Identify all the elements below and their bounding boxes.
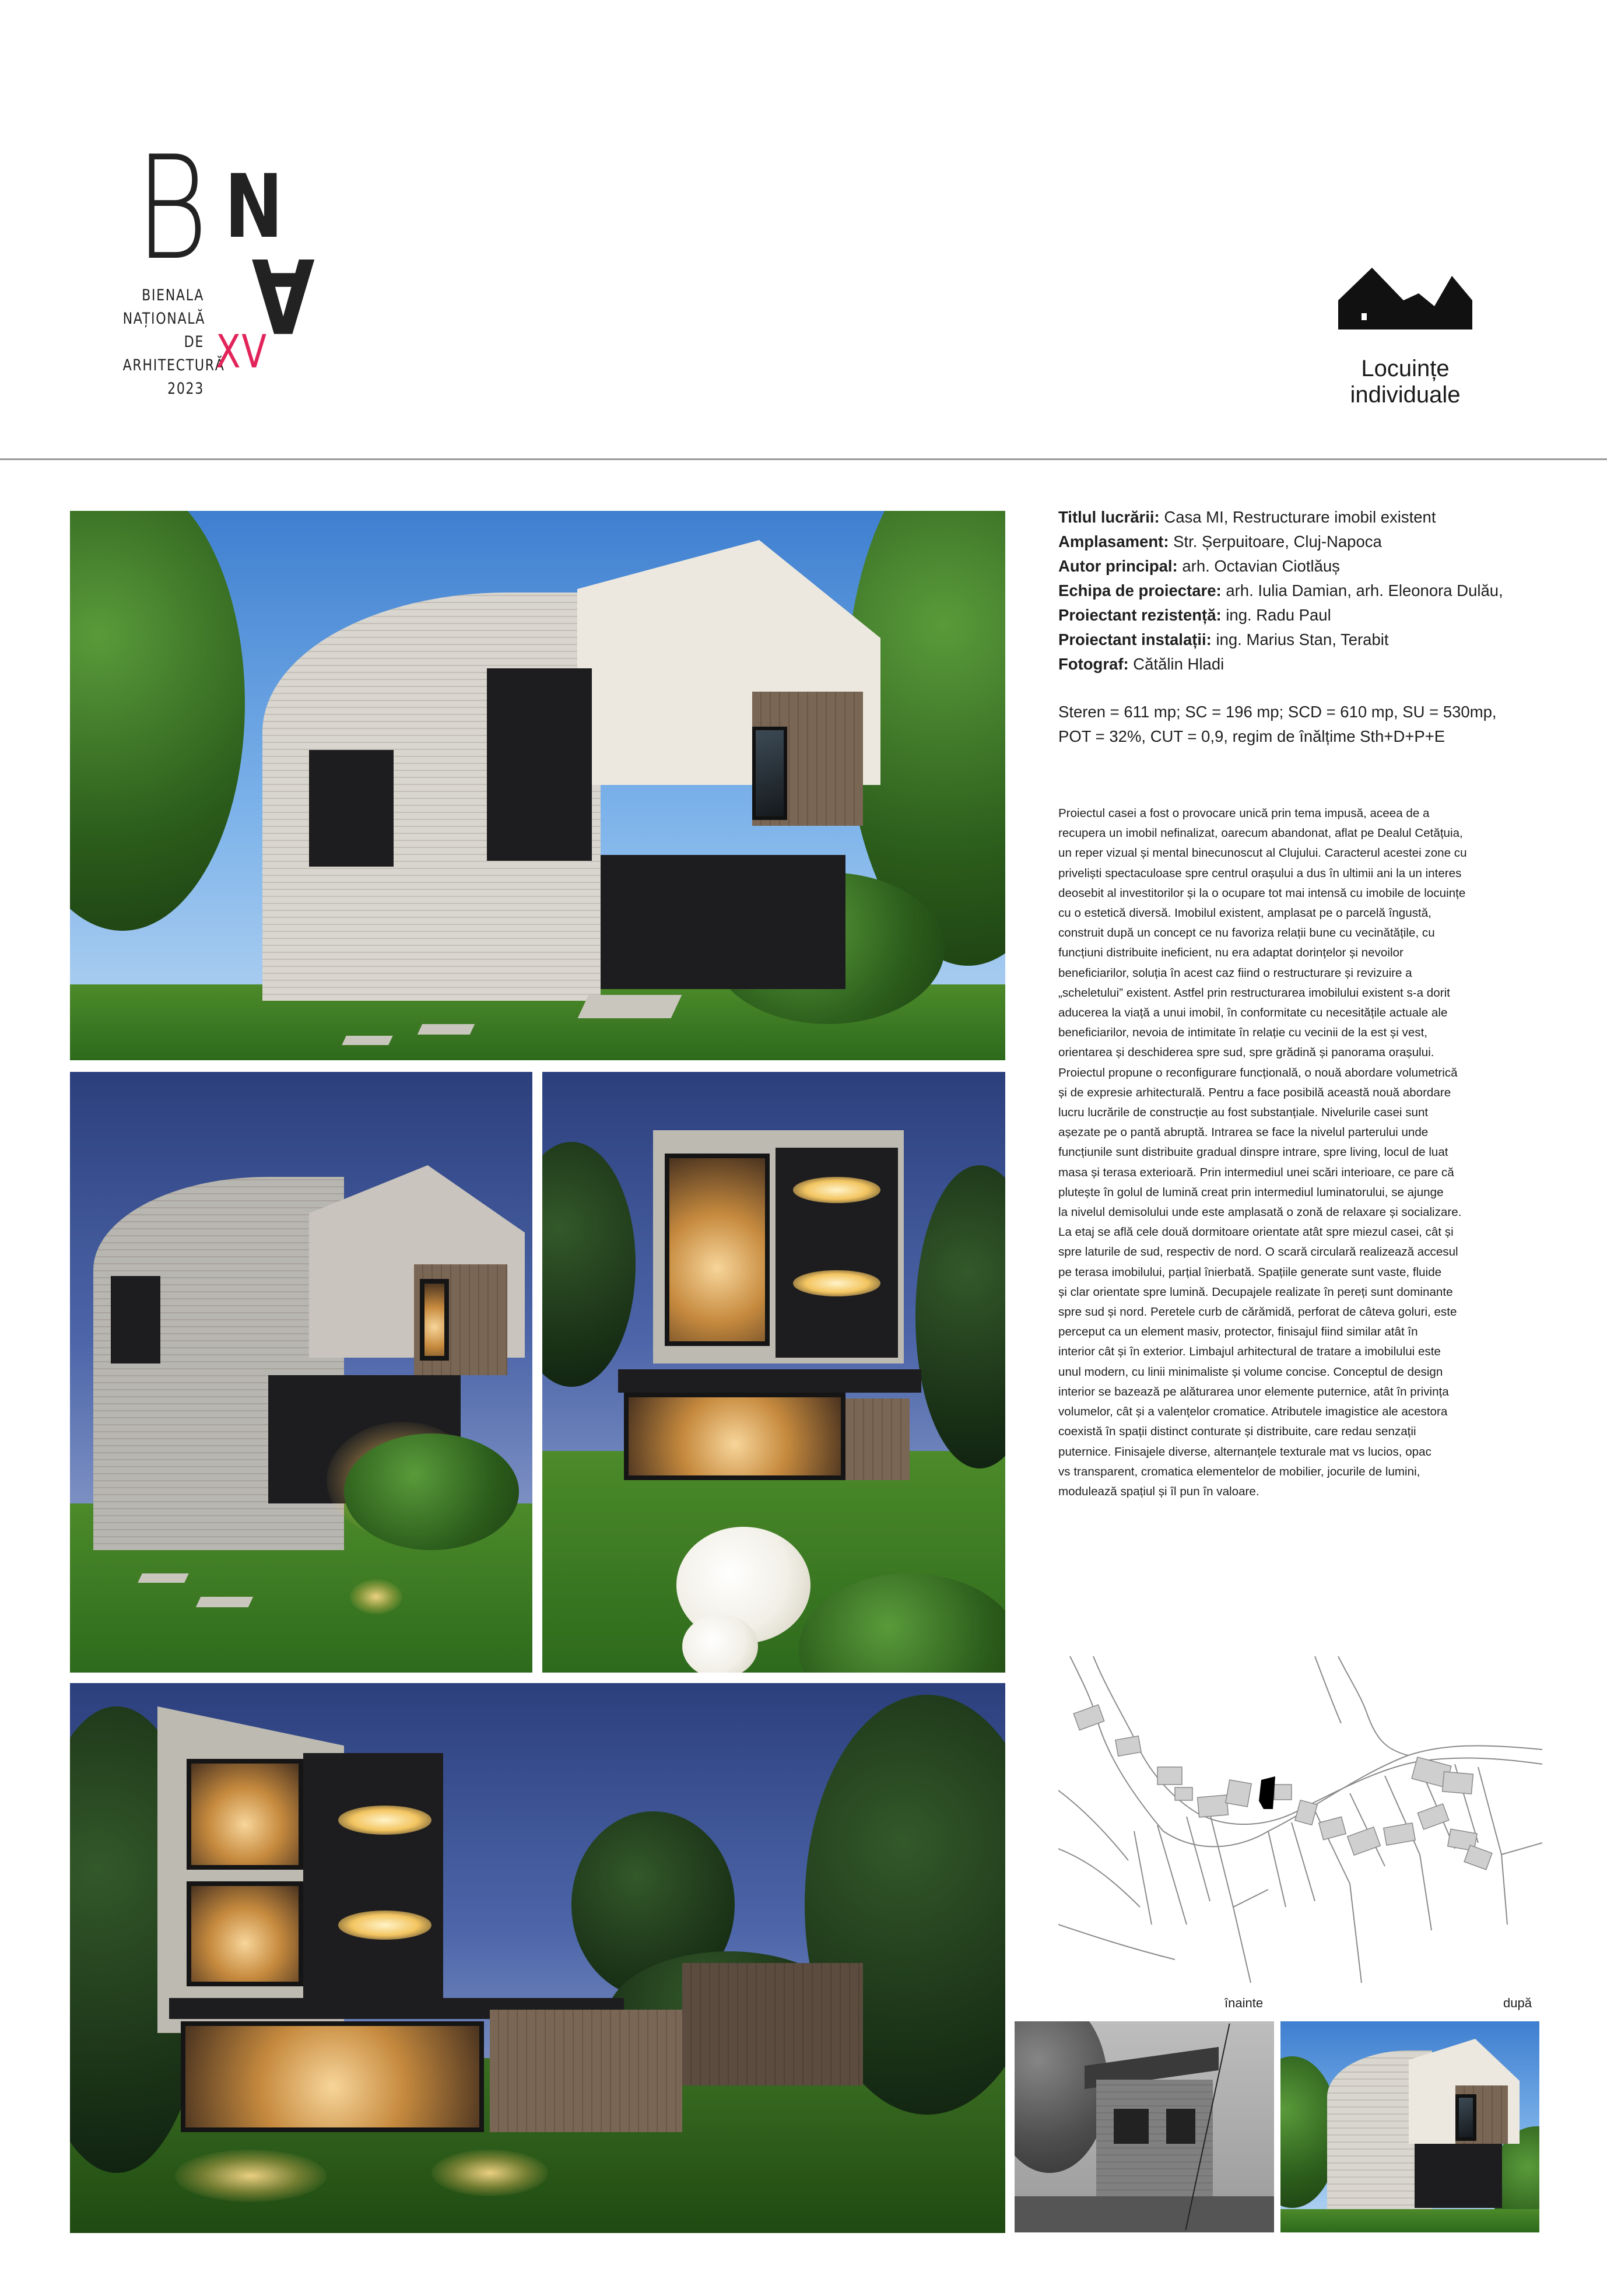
field-label: Echipa de proiectare: [1058,581,1222,600]
description-line: puternice. Finisajele diverse, alternanțele texturale mat vs lucios, opac [1058,1445,1431,1459]
stats-line: Steren = 611 mp; SC = 196 mp; SCD = 610 mp, SU = 530mp, [1058,703,1497,721]
field-label: Autor principal: [1058,557,1178,575]
project-field [1058,628,1554,652]
field-label: Fotograf: [1058,655,1129,673]
description-line: aducerea la viață a unui imobil, în conformitate cu necesitățile actuale ale [1058,1006,1448,1020]
project-stats [1058,700,1554,749]
after-label: după [1503,1996,1532,2010]
description-line: deosebit al investitorilor și la o ocupare tot mai intensă cu imobile de locuințe [1058,886,1466,900]
field-value: Str. Șerpuitoare, Cluj-Napoca [1169,532,1382,551]
category-label: Locuințe individuale [1350,356,1461,408]
logo-line: ARHITECTURĂ [122,356,225,374]
description-line: beneficiarilor, nevoia de intimitate în relație cu vecinii de la est și vest, [1058,1026,1428,1040]
logo-line: NAȚIONALĂ [122,310,206,328]
description-line: Proiectul propune o reconfigurare funcțională, o nouă abordare volumetrică [1058,1065,1458,1079]
project-field [1058,603,1554,628]
description-line: spre laturile de sud, respectiv de nord. O scară circulară realizează accesul [1058,1245,1458,1259]
description-line: beneficiarilor, soluția în acest caz fiind o restructurare și revizuire a [1058,966,1412,980]
description-line: plutește în golul de lumină creat prin intermediul luminatorului, se ajunge [1058,1185,1444,1199]
field-value: arh. Octavian Ciotlăuș [1177,557,1340,575]
photo-main-day [70,511,1005,1060]
logo-line: DE [184,333,204,351]
site-plan-diagram [1058,1656,1542,1983]
logo-line: 2023 [167,380,204,398]
project-field [1058,579,1554,603]
description-line: la nivelul demisolului unde este amplasată o zonă de relaxare și socializare. [1058,1205,1462,1219]
description-line: și clar orientate spre lumină. Decupajele realizate în pereți sunt dominante [1058,1285,1453,1299]
field-label: Titlul lucrării: [1058,508,1160,526]
description-line: masa și terasa exterioară. Prin intermediul unei scări interioare, ce pare că [1058,1165,1454,1179]
description-line: lucru lucrările de construcție au fost substanțiale. Nivelurile casei sunt [1058,1106,1429,1120]
description-line: priveliști spectaculoase spre centrul orașului a dus în ultimii ani la un interes [1058,866,1462,880]
photo-after [1280,2021,1539,2232]
logo-letter-n: N [224,156,283,258]
description-line: un reper vizual și mental binecunoscut al Clujului. Caracterul acestei zone cu [1058,846,1467,860]
field-label: Amplasament: [1058,532,1169,551]
description-line: vs transparent, cromatica elementelor de mobilier, jocurile de lumini, [1058,1464,1420,1478]
photo-before [1015,2021,1274,2232]
before-label: înainte [1224,1996,1264,2010]
description-line: pe terasa imobilului, parțial înierbată. Spațiile generate sunt vaste, fluide [1058,1265,1442,1279]
field-label: Proiectant instalații: [1058,630,1212,649]
project-lot-marker [1259,1776,1275,1809]
bna-logo [105,125,350,398]
field-value: Cătălin Hladi [1128,655,1224,673]
description-line: Proiectul casei a fost o provocare unică prin tema impusă, aceea de a [1058,807,1430,820]
project-description [1058,804,1542,1502]
stats-line: POT = 32%, CUT = 0,9, regim de înălțime Sth+D+P+E [1058,727,1445,745]
logo-letter-b: B [135,125,207,292]
description-line: funcțiuni distribuite ineficient, nu era adaptat dorințelor și nevoilor [1058,946,1404,960]
description-line: funcțiunile sunt distribuite gradual dinspre intrare, spre living, locul de luat [1058,1145,1448,1159]
description-line: volumelor, cât și a valențelor cromatice. Atributele imagistice ale acestora [1058,1405,1448,1419]
field-value: Casa MI, Restructurare imobil existent [1159,508,1436,526]
photo-dusk-garden [70,1683,1005,2233]
project-field [1058,505,1554,530]
field-value: ing. Radu Paul [1221,606,1331,624]
logo-letter-a: A [251,235,315,353]
project-field [1058,652,1554,676]
description-line: coexistă în spații distinct conturate și distribuite, care redau senzații [1058,1425,1416,1439]
description-line: interior se bazează pe alăturarea unor elemente puternice, atât în privința [1058,1384,1449,1398]
description-line: interior cât și în exterior. Limbajul arhitectural de tratare a imobilului este [1058,1345,1441,1359]
field-label: Proiectant rezistență: [1058,606,1222,624]
field-value: ing. Marius Stan, Terabit [1211,630,1389,649]
category-badge [1318,265,1493,408]
field-value: arh. Iulia Damian, arh. Eleonora Dulău, [1221,581,1503,600]
project-field [1058,530,1554,554]
logo-text [105,284,225,401]
photo-dusk-side [70,1072,532,1673]
description-line: modulează spațiul și îl pun în valoare. [1058,1484,1259,1498]
description-line: spre sud și nord. Peretele curb de cărămidă, perforat de câteva goluri, este [1058,1305,1457,1319]
project-field [1058,554,1554,579]
description-line: construit după un concept ce nu favoriza relații bune cu vecinătățile, cu [1058,926,1435,940]
logo-line: BIENALA [142,286,204,304]
description-line: recupera un imobil nefinalizat, oarecum abandonat, aflat pe Dealul Cetățuia, [1058,826,1463,840]
description-line: și de expresie arhitecturală. Pentru a face posibilă această nouă abordare [1058,1085,1451,1099]
description-line: perceput ca un element masiv, protector, finisajul fiind similar atât în [1058,1325,1418,1339]
logo-edition: XV [216,326,268,378]
description-line: cu o estetică diversă. Imobilul existent, amplasat pe o parcelă îngustă, [1058,906,1431,920]
description-line: „scheletului” existent. Astfel prin restructurarea imobilului existent s-a dorit [1058,986,1450,1000]
description-line: așezate pe o pantă abruptă. Intrarea se face la nivelul parterului unde [1058,1126,1429,1140]
header-divider [0,458,1607,460]
project-info [1058,505,1554,676]
description-line: La etaj se află cele două dormitoare orientate atât spre miezul casei, cât și [1058,1225,1454,1239]
description-line: unul modern, cu linii minimaliste și volume concise. Conceptul de design [1058,1365,1443,1379]
photo-dusk-front [542,1072,1005,1673]
houses-silhouette-icon [1338,265,1472,332]
description-line: orientarea și deschiderea spre sud, spre grădină și panorama orașului. [1058,1046,1434,1060]
